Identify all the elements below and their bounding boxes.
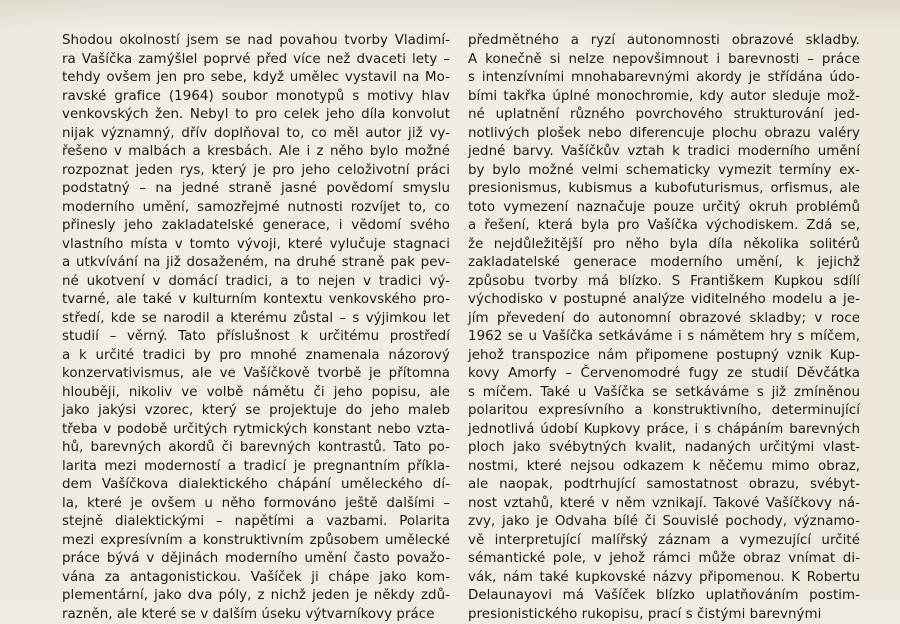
text-line: jím převedení do autonomní obrazové skladby; v roce	[468, 310, 860, 329]
text-line: studií – věrný. Tato příslušnost k určitému prostředí	[62, 328, 450, 347]
text-line: nijak významný, dřív doplňoval to, co měl autor již vy-	[62, 125, 450, 144]
text-line: 1962 se u Vašíčka setkáváme i s námětem hry s míčem,	[468, 328, 860, 347]
text-line: s intenzívními mnohabarevnými akordy je střídána údo-	[468, 69, 860, 88]
text-line: třeba v podobě určitých rytmických konstant nebo vzta-	[62, 421, 450, 440]
text-line: plementární, jako dva póly, z nichž jeden je někdy zdů-	[62, 587, 450, 606]
text-line: jednotlivá údobí Kupkovy práce, i s chápáním barevných	[468, 421, 860, 440]
text-line: jehož transpozice nám připomene postupný vznik Kup-	[468, 347, 860, 366]
text-line: nostmi, které nejsou odkazem k něčemu mimo obraz,	[468, 458, 860, 477]
text-line: larita mezi moderností a tradicí je pregnantním příkla-	[62, 458, 450, 477]
text-line: rozpoznat jeden rys, který je pro jeho celoživotní práci	[62, 162, 450, 181]
text-line: přinesly jeho zakladatelské generace, i vědomí svého	[62, 217, 450, 236]
text-line: by bylo možné velmi schematicky vymezit termíny ex-	[468, 162, 860, 181]
text-line: a k určité tradici by pro mnohé znamenala názorový	[62, 347, 450, 366]
text-line: dem Vašíčkova dialektického chápání uměleckého dí-	[62, 476, 450, 495]
text-line: jako jakýsi vzorec, který se projektuje do jeho maleb	[62, 402, 450, 421]
text-line: hlouběji, nikoliv ve volbě námětu či jeho popisu, ale	[62, 384, 450, 403]
text-line: né ukotvení v domácí tradici, a to nejen v tradici vý-	[62, 273, 450, 292]
text-line: středí, kde se narodil a kterému zůstal – s výjimkou let	[62, 310, 450, 329]
text-line: řešeno v malbách a kresbách. Ale i z něho bylo možné	[62, 143, 450, 162]
text-line: bími takřka úplné monochromie, kdy autor sleduje mož-	[468, 88, 860, 107]
text-line: kovy Amorfy – Červenomodré fugy ze studií Děvčátka	[468, 365, 860, 384]
text-line: zakladatelské generace moderního umění, k jejichž	[468, 254, 860, 273]
text-line: s míčem. Také u Vašíčka se setkáváme s již zmíněnou	[468, 384, 860, 403]
text-line: Delaunayovi má Vašíček blízko uplatňováním postim-	[468, 587, 860, 606]
text-line: vě interpretující malířský záznam a vymezující určité	[468, 532, 860, 551]
text-line: konzervativismus, ale ve Vašíčkově tvorbě je přítomna	[62, 365, 450, 384]
text-line: venkovských žen. Nebyl to pro celek jeho díla konvolut	[62, 106, 450, 125]
text-line: polaritou expresívního a konstruktivního, determinující	[468, 402, 860, 421]
text-line: nost vztahů, které v něm vznikají. Takové Vašíčkovy ná-	[468, 495, 860, 514]
text-line: moderního umění, samozřejmé nutnosti rozvíjet to, co	[62, 199, 450, 218]
text-line: zvy, jako je Odvaha bílé či Souvislé pochody, významo-	[468, 513, 860, 532]
text-line: východisko v postupné analýze viditelného modelu a je-	[468, 291, 860, 310]
text-line: vána za antagonistickou. Vašíček ji chápe jako kom-	[62, 569, 450, 588]
text-line: vlastního místa v tomto vývoji, které vylučuje stagnaci	[62, 236, 450, 255]
text-column-left	[62, 32, 450, 624]
text-line: způsobu tvorby má blízko. S Františkem Kupkou sdílí	[468, 273, 860, 292]
text-line: la, které je ovšem u něho formováno ještě dalšími –	[62, 495, 450, 514]
text-line: a řešení, která byla pro Vašíčka východiskem. Zdá se,	[468, 217, 860, 236]
text-line: a utkvívání na již dosaženém, na druhé straně pak pev-	[62, 254, 450, 273]
text-line: sémantické pole, v jehož rámci může obraz vnímat di-	[468, 550, 860, 569]
text-line: A konečně si nelze nepovšimnout i barevnosti – práce	[468, 51, 860, 70]
text-line: vák, nám také kupkovské názvy připomenou. K Robertu	[468, 569, 860, 588]
page-top-shadow	[0, 0, 900, 28]
text-line: notlivých plošek nebo diferencuje plochu obrazu valéry	[468, 125, 860, 144]
text-line: že nejdůležitější pro něho byla díla několika solitérů	[468, 236, 860, 255]
text-line: ra Vašíčka zamýšlel poprvé před více než dvaceti lety –	[62, 51, 450, 70]
text-line: jedné barvy. Vašíčkův vztah k tradici moderního umění	[468, 143, 860, 162]
text-line: presionismus, kubismus a kubofuturismus, orfismus, ale	[468, 180, 860, 199]
text-line: tehdy ovšem jen pro sebe, když umělec vystavil na Mo-	[62, 69, 450, 88]
text-line: mezi expresívním a konstruktivním způsobem umělecké	[62, 532, 450, 551]
text-line: Shodou okolností jsem se nad povahou tvorby Vladimí-	[62, 32, 450, 51]
text-line: stejně dialektickými – napětími a vazbami. Polarita	[62, 513, 450, 532]
text-line: ploch jako svébytných kvalit, nadaných určitými vlast-	[468, 439, 860, 458]
text-line: ravské grafice (1964) soubor monotypů s motivy hlav	[62, 88, 450, 107]
text-line: hů, barevných akordů či barevných kontrastů. Tato po-	[62, 439, 450, 458]
text-line: presionistického rukopisu, prací s čistými barevnými	[468, 606, 860, 624]
text-line: né uplatnění různého povrchového strukturování jed-	[468, 106, 860, 125]
text-line: práce bývá v dějinách moderního umění často považo-	[62, 550, 450, 569]
text-line: razněn, ale které se v dalším úseku výtvarníkovy práce	[62, 606, 450, 624]
text-line: tvarné, ale také v kulturním kontextu venkovského pro-	[62, 291, 450, 310]
text-column-right	[468, 32, 860, 624]
text-line: ale naopak, podtrhující samostatnost obrazu, svébyt-	[468, 476, 860, 495]
text-line: toto vymezení naznačuje pouze určitý okruh problémů	[468, 199, 860, 218]
text-line: předmětného a ryzí autonomnosti obrazové skladby.	[468, 32, 860, 51]
text-line: podstatný – na jedné straně jasné povědomí smyslu	[62, 180, 450, 199]
